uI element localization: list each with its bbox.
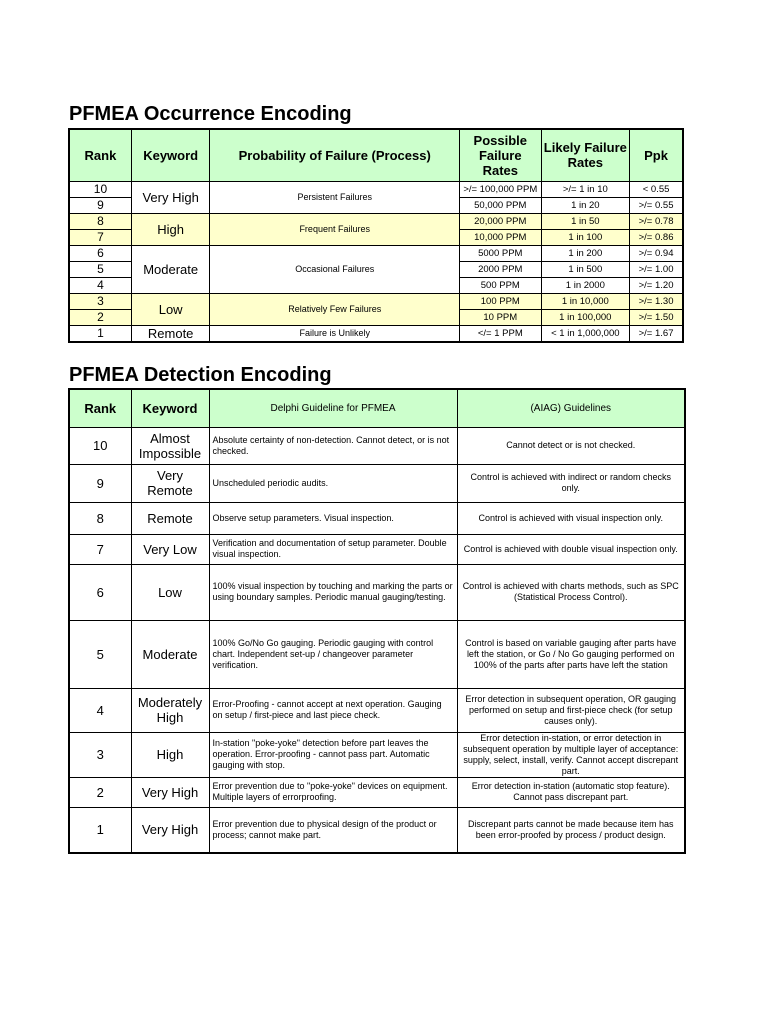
- keyword-cell: Moderate: [131, 620, 209, 688]
- occurrence-title: PFMEA Occurrence Encoding: [69, 103, 352, 125]
- probability-cell: Relatively Few Failures: [210, 293, 460, 325]
- possible-rate-cell: 50,000 PPM: [460, 197, 542, 213]
- keyword-cell: Very Remote: [131, 464, 209, 502]
- keyword-cell: Low: [131, 293, 210, 325]
- rank-cell: 8: [69, 502, 131, 534]
- likely-rate-cell: 1 in 100: [541, 229, 630, 245]
- table-row: [69, 245, 683, 261]
- delphi-cell: Error-Proofing - cannot accept at next operation. Gauging on setup / first-piece and last piece check.: [209, 688, 457, 732]
- table-row: [69, 213, 683, 229]
- table-row: [69, 502, 685, 534]
- rank-cell: 3: [69, 293, 131, 309]
- aiag-cell: Cannot detect or is not checked.: [457, 427, 685, 464]
- ppk-cell: >/= 0.78: [630, 213, 683, 229]
- keyword-cell: Remote: [131, 502, 209, 534]
- likely-rate-cell: 1 in 200: [541, 245, 630, 261]
- probability-cell: Frequent Failures: [210, 213, 460, 245]
- header-delphi: Delphi Guideline for PFMEA: [209, 389, 457, 427]
- detection-title: PFMEA Detection Encoding: [69, 364, 332, 386]
- keyword-cell: Almost Impossible: [131, 427, 209, 464]
- keyword-cell: Low: [131, 564, 209, 620]
- table-row: [69, 688, 685, 732]
- possible-rate-cell: </= 1 PPM: [460, 325, 542, 342]
- ppk-cell: >/= 1.20: [630, 277, 683, 293]
- header-possible-rates: Possible Failure Rates: [460, 129, 542, 181]
- ppk-cell: >/= 1.50: [630, 309, 683, 325]
- likely-rate-cell: 1 in 10,000: [541, 293, 630, 309]
- rank-cell: 1: [69, 807, 131, 853]
- aiag-cell: Error detection in-station (automatic stop feature). Cannot pass discrepant part.: [457, 777, 685, 807]
- delphi-cell: Unscheduled periodic audits.: [209, 464, 457, 502]
- keyword-cell: Moderately High: [131, 688, 209, 732]
- aiag-cell: Error detection in-station, or error detection in subsequent operation by multiple layer of acceptance: supply, select, install, verify. Cannot accept discrepant part.: [457, 732, 685, 777]
- keyword-cell: Moderate: [131, 245, 210, 293]
- ppk-cell: >/= 0.86: [630, 229, 683, 245]
- probability-cell: Persistent Failures: [210, 181, 460, 213]
- aiag-cell: Control is based on variable gauging after parts have left the station, or Go / No Go gauging performed on 100% of the parts after parts have left the station: [457, 620, 685, 688]
- rank-cell: 8: [69, 213, 131, 229]
- likely-rate-cell: 1 in 100,000: [541, 309, 630, 325]
- rank-cell: 2: [69, 777, 131, 807]
- delphi-cell: Error prevention due to physical design of the product or process; cannot make part.: [209, 807, 457, 853]
- possible-rate-cell: 10,000 PPM: [460, 229, 542, 245]
- ppk-cell: >/= 1.30: [630, 293, 683, 309]
- table-row: [69, 293, 683, 309]
- keyword-cell: Very High: [131, 807, 209, 853]
- ppk-cell: >/= 1.67: [630, 325, 683, 342]
- delphi-cell: Observe setup parameters. Visual inspection.: [209, 502, 457, 534]
- rank-cell: 7: [69, 534, 131, 564]
- likely-rate-cell: < 1 in 1,000,000: [541, 325, 630, 342]
- delphi-cell: 100% Go/No Go gauging. Periodic gauging with control chart. Independent set-up / changeover parameter verification.: [209, 620, 457, 688]
- probability-cell: Failure is Unlikely: [210, 325, 460, 342]
- table-row: [69, 732, 685, 777]
- rank-cell: 9: [69, 464, 131, 502]
- possible-rate-cell: 10 PPM: [460, 309, 542, 325]
- table-row: [69, 534, 685, 564]
- possible-rate-cell: 20,000 PPM: [460, 213, 542, 229]
- keyword-cell: Very High: [131, 181, 210, 213]
- possible-rate-cell: >/= 100,000 PPM: [460, 181, 542, 197]
- table-row: [69, 777, 685, 807]
- rank-cell: 4: [69, 277, 131, 293]
- header-ppk: Ppk: [630, 129, 683, 181]
- aiag-cell: Control is achieved with indirect or random checks only.: [457, 464, 685, 502]
- delphi-cell: Absolute certainty of non-detection. Cannot detect, or is not checked.: [209, 427, 457, 464]
- ppk-cell: >/= 1.00: [630, 261, 683, 277]
- rank-cell: 3: [69, 732, 131, 777]
- detection-table: [68, 388, 686, 854]
- possible-rate-cell: 500 PPM: [460, 277, 542, 293]
- ppk-cell: >/= 0.55: [630, 197, 683, 213]
- rank-cell: 7: [69, 229, 131, 245]
- probability-cell: Occasional Failures: [210, 245, 460, 293]
- keyword-cell: Remote: [131, 325, 210, 342]
- header-rank: Rank: [69, 389, 131, 427]
- header-probability: Probability of Failure (Process): [210, 129, 460, 181]
- rank-cell: 9: [69, 197, 131, 213]
- header-keyword: Keyword: [131, 389, 209, 427]
- delphi-cell: In-station "poke-yoke" detection before part leaves the operation. Error-proofing - cannot pass part. Automatic gauging with stop.: [209, 732, 457, 777]
- rank-cell: 4: [69, 688, 131, 732]
- rank-cell: 1: [69, 325, 131, 342]
- table-row: [69, 427, 685, 464]
- likely-rate-cell: 1 in 500: [541, 261, 630, 277]
- table-row: [69, 564, 685, 620]
- header-rank: Rank: [69, 129, 131, 181]
- delphi-cell: 100% visual inspection by touching and marking the parts or using boundary samples. Periodic manual gauging/testing.: [209, 564, 457, 620]
- likely-rate-cell: 1 in 20: [541, 197, 630, 213]
- likely-rate-cell: >/= 1 in 10: [541, 181, 630, 197]
- rank-cell: 2: [69, 309, 131, 325]
- table-row: [69, 807, 685, 853]
- rank-cell: 6: [69, 245, 131, 261]
- ppk-cell: < 0.55: [630, 181, 683, 197]
- rank-cell: 5: [69, 620, 131, 688]
- possible-rate-cell: 5000 PPM: [460, 245, 542, 261]
- aiag-cell: Control is achieved with double visual inspection only.: [457, 534, 685, 564]
- rank-cell: 6: [69, 564, 131, 620]
- rank-cell: 5: [69, 261, 131, 277]
- occurrence-table: [68, 128, 684, 343]
- possible-rate-cell: 100 PPM: [460, 293, 542, 309]
- possible-rate-cell: 2000 PPM: [460, 261, 542, 277]
- table-row: [69, 181, 683, 197]
- rank-cell: 10: [69, 181, 131, 197]
- aiag-cell: Discrepant parts cannot be made because item has been error-proofed by process / product design.: [457, 807, 685, 853]
- table-row: [69, 620, 685, 688]
- header-aiag: (AIAG) Guidelines: [457, 389, 685, 427]
- delphi-cell: Error prevention due to "poke-yoke" devices on equipment. Multiple layers of errorproofing.: [209, 777, 457, 807]
- aiag-cell: Error detection in subsequent operation, OR gauging performed on setup and first-piece check (for setup causes only).: [457, 688, 685, 732]
- keyword-cell: Very Low: [131, 534, 209, 564]
- aiag-cell: Control is achieved with charts methods, such as SPC (Statistical Process Control).: [457, 564, 685, 620]
- rank-cell: 10: [69, 427, 131, 464]
- keyword-cell: High: [131, 732, 209, 777]
- header-likely-rates: Likely Failure Rates: [541, 129, 630, 181]
- ppk-cell: >/= 0.94: [630, 245, 683, 261]
- header-keyword: Keyword: [131, 129, 210, 181]
- table-row: [69, 464, 685, 502]
- aiag-cell: Control is achieved with visual inspection only.: [457, 502, 685, 534]
- keyword-cell: Very High: [131, 777, 209, 807]
- delphi-cell: Verification and documentation of setup parameter. Double visual inspection.: [209, 534, 457, 564]
- keyword-cell: High: [131, 213, 210, 245]
- likely-rate-cell: 1 in 50: [541, 213, 630, 229]
- table-row: [69, 325, 683, 342]
- likely-rate-cell: 1 in 2000: [541, 277, 630, 293]
